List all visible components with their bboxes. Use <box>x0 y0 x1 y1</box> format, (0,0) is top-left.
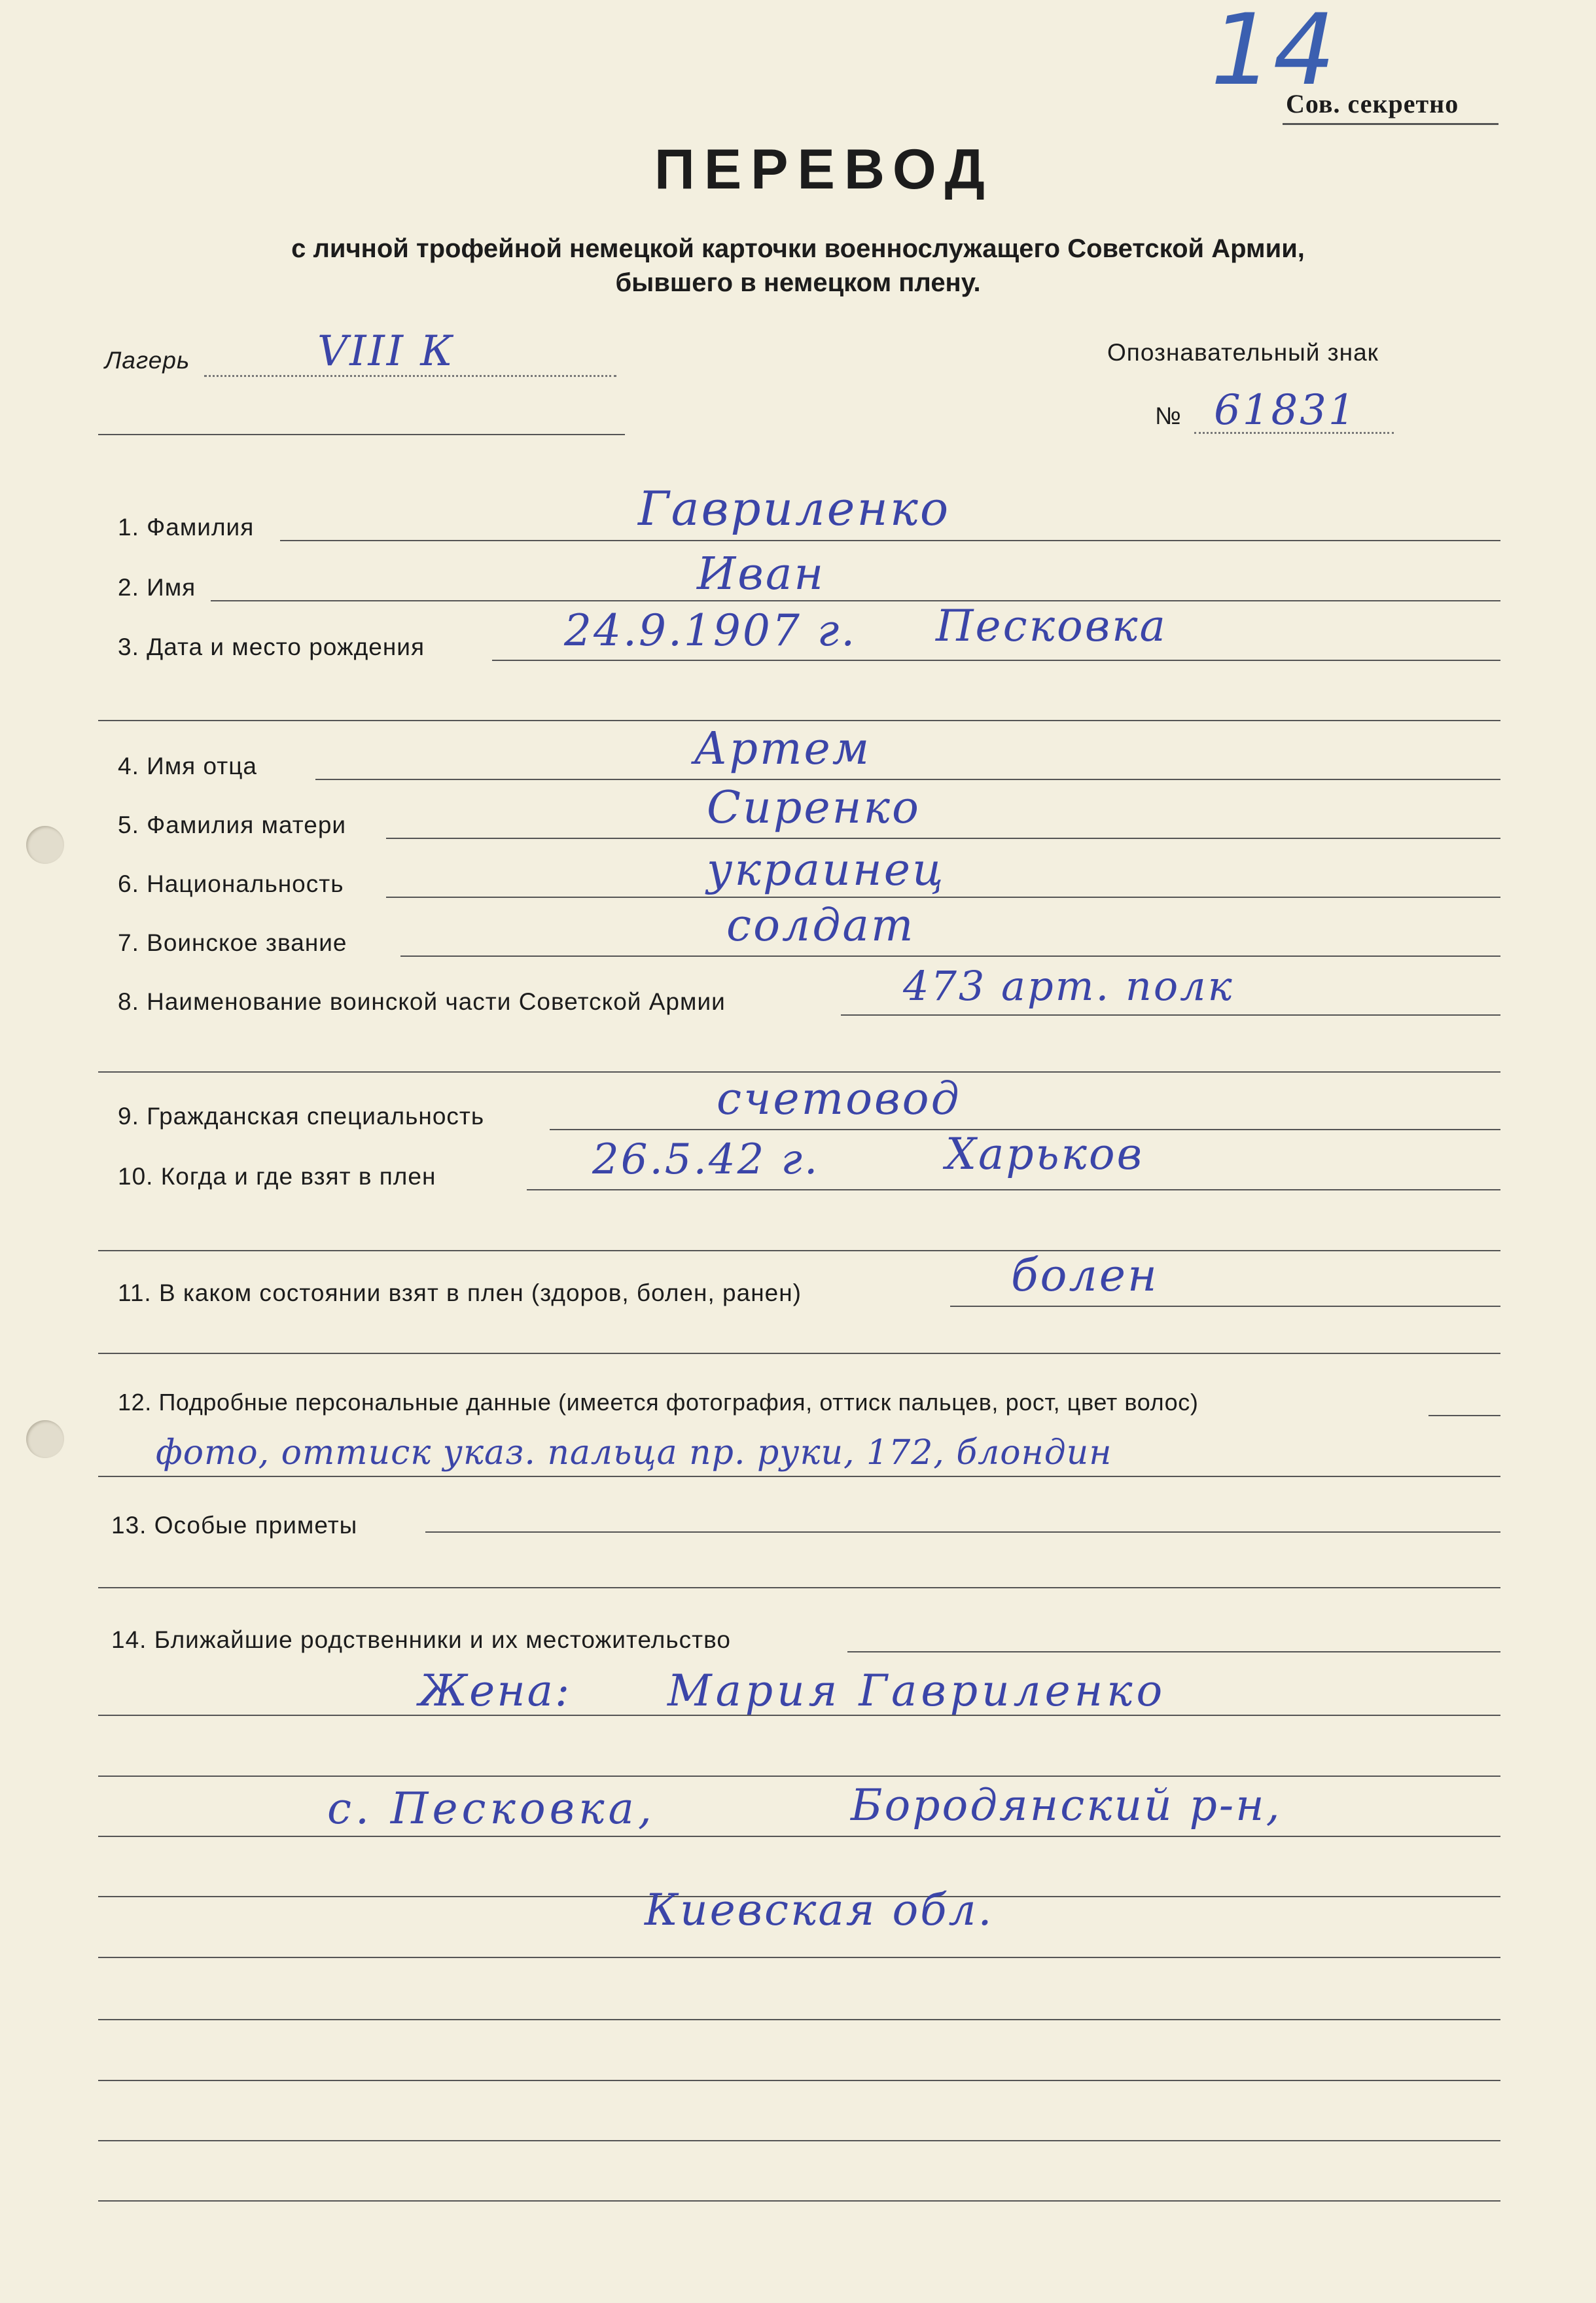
folio-number: 14 <box>1211 0 1336 107</box>
military-unit-value: 473 арт. полк <box>903 962 1234 1010</box>
first-name-value: Иван <box>697 548 826 600</box>
id-tag-number-sign: № <box>1155 402 1182 429</box>
subtitle-line-2: бывшего в немецком плену. <box>615 268 981 297</box>
camp-value: VIII К <box>317 327 455 376</box>
capture-condition-label: 11. В каком состоянии взят в плен (здоров, болен, ранен) <box>118 1279 802 1306</box>
civil-profession-value: счетовод <box>717 1073 961 1125</box>
surname-value: Гавриленко <box>638 481 951 536</box>
relative-village-value: с. Песковка, <box>327 1783 656 1834</box>
special-marks-label: 13. Особые приметы <box>111 1512 358 1539</box>
rank-label: 7. Воинское звание <box>118 929 347 956</box>
captured-place-value: Харьков <box>946 1129 1144 1179</box>
subtitle-line-1: с личной трофейной немецкой карточки военнослужащего Советской Армии, <box>291 234 1305 263</box>
birth-line <box>492 660 1500 661</box>
father-name-line <box>315 779 1500 780</box>
civil-profession-label: 9. Гражданская специальность <box>118 1103 485 1130</box>
personal-data-value: фото, оттиск указ. пальца пр. руки, 172, блондин <box>156 1433 1112 1473</box>
military-unit-line <box>841 1014 1500 1016</box>
relative-name-value: Мария Гавриленко <box>667 1666 1167 1716</box>
captured-line <box>527 1189 1500 1190</box>
punch-hole-bottom <box>26 1420 64 1458</box>
nationality-line <box>386 897 1500 898</box>
personal-data-label: 12. Подробные персональные данные (имеется фотография, оттиск пальцев, рост, цвет волос) <box>118 1389 1199 1416</box>
id-tag-value: 61831 <box>1214 386 1357 435</box>
surname-line <box>280 540 1500 541</box>
punch-hole-top <box>26 826 64 864</box>
id-tag-label: Опознавательный знак <box>1107 339 1379 366</box>
personal-data-line <box>1428 1415 1500 1416</box>
rank-value: солдат <box>726 900 915 952</box>
relatives-line-6 <box>98 1957 1500 1958</box>
nationality-value: украинец <box>707 844 946 896</box>
birth-line-2 <box>98 720 1500 721</box>
birth-date-value: 24.9.1907 г. <box>564 605 857 656</box>
camp-line-2 <box>98 434 625 435</box>
relative-region-value: Киевская обл. <box>645 1885 994 1935</box>
page-title: ПЕРЕВОД <box>654 138 994 201</box>
relatives-line <box>847 1651 1500 1652</box>
father-name-label: 4. Имя отца <box>118 753 257 779</box>
classification-underline <box>1283 123 1498 125</box>
personal-data-line-2 <box>98 1476 1500 1477</box>
father-name-value: Артем <box>694 723 872 775</box>
first-name-line <box>211 600 1500 601</box>
capture-condition-line <box>950 1306 1500 1307</box>
mother-surname-line <box>386 838 1500 839</box>
military-unit-label: 8. Наименование воинской части Советской Армии <box>118 988 726 1015</box>
relatives-line-4 <box>98 1836 1500 1837</box>
captured-line-2 <box>98 1250 1500 1251</box>
birth-place-value: Песковка <box>936 601 1167 651</box>
relatives-line-10 <box>98 2200 1500 2202</box>
special-marks-line <box>425 1531 1500 1533</box>
camp-label: Лагерь <box>105 347 190 374</box>
capture-condition-line-2 <box>98 1353 1500 1354</box>
mother-surname-value: Сиренко <box>707 782 921 834</box>
relatives-line-3 <box>98 1776 1500 1777</box>
surname-label: 1. Фамилия <box>118 514 255 541</box>
relatives-line-7 <box>98 2019 1500 2020</box>
special-marks-line-2 <box>98 1587 1500 1588</box>
captured-date-value: 26.5.42 г. <box>592 1135 820 1184</box>
relative-role-value: Жена: <box>419 1666 572 1716</box>
relative-district-value: Бородянский р-н, <box>851 1780 1282 1830</box>
military-unit-line-2 <box>98 1071 1500 1073</box>
relatives-line-9 <box>98 2140 1500 2141</box>
relatives-line-2 <box>98 1715 1500 1716</box>
relatives-line-8 <box>98 2080 1500 2081</box>
first-name-label: 2. Имя <box>118 574 196 601</box>
birth-date-place-label: 3. Дата и место рождения <box>118 634 425 660</box>
mother-surname-label: 5. Фамилия матери <box>118 812 347 838</box>
nationality-label: 6. Национальность <box>118 870 344 897</box>
captured-label: 10. Когда и где взят в плен <box>118 1163 436 1190</box>
classification-label: Сов. секретно <box>1286 89 1459 118</box>
rank-line <box>400 955 1500 957</box>
relatives-label: 14. Ближайшие родственники и их местожительство <box>111 1626 731 1653</box>
capture-condition-value: болен <box>1011 1250 1159 1302</box>
